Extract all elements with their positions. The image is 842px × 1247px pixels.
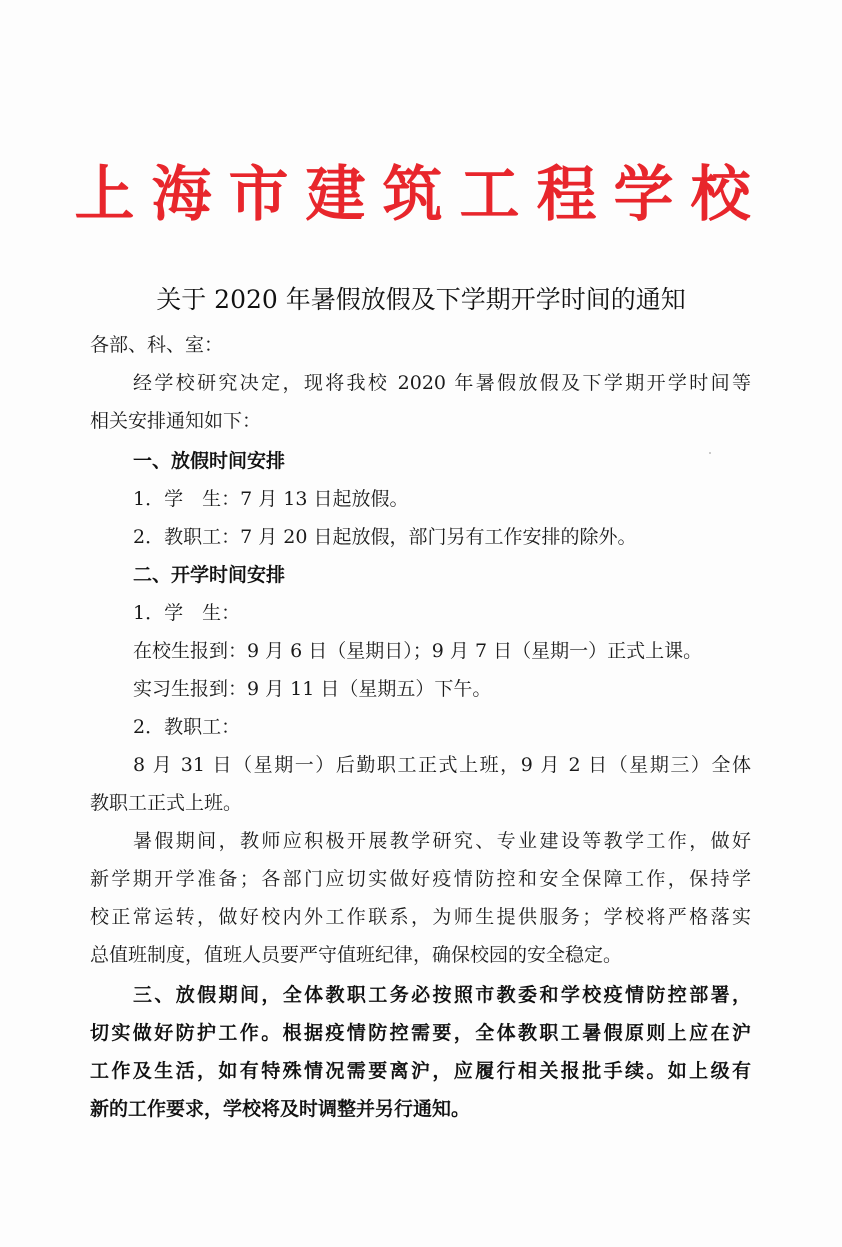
staff-line-1: 8 月 31 日（星期一）后勤职工正式上班，9 月 2 日（星期三）全体 xyxy=(133,754,751,776)
salutation: 各部、科、室： xyxy=(90,334,224,356)
notice-title: 关于 2020 年暑假放假及下学期开学时间的通知 xyxy=(156,285,686,314)
section-2-item-1: 1．学 生： xyxy=(133,602,241,624)
section-1-heading: 一、放假时间安排 xyxy=(133,450,286,472)
section-3-line-2: 切实做好防护工作。根据疫情防控需要，全体教职工暑假原则上应在沪 xyxy=(90,1022,751,1044)
section-1-item-2: 2．教职工：7 月 20 日起放假，部门另有工作安排的除外。 xyxy=(133,526,637,548)
section-3-line-1: 三、放假期间，全体教职工务必按照市教委和学校疫情防控部署， xyxy=(133,984,751,1006)
current-students-report: 在校生报到：9 月 6 日（星期日）；9 月 7 日（星期一）正式上课。 xyxy=(133,640,703,662)
section-3-line-4: 新的工作要求，学校将及时调整并另行通知。 xyxy=(90,1098,471,1120)
section-1-item-1: 1．学 生：7 月 13 日起放假。 xyxy=(133,488,409,510)
section-2-item-2: 2．教职工： xyxy=(133,716,241,738)
interns-report: 实习生报到：9 月 11 日（星期五）下午。 xyxy=(133,678,492,700)
intro-line-1: 经学校研究决定，现将我校 2020 年暑假放假及下学期开学时间等 xyxy=(133,372,751,394)
section-2-heading: 二、开学时间安排 xyxy=(133,564,286,586)
school-letterhead: 上海市建筑工程学校 xyxy=(74,160,768,230)
section-3-line-3: 工作及生活，如有特殊情况需要离沪，应履行相关报批手续。如上级有 xyxy=(90,1060,751,1082)
summer-line-4: 总值班制度，值班人员要严守值班纪律，确保校园的安全稳定。 xyxy=(90,944,623,966)
staff-line-2: 教职工正式上班。 xyxy=(90,792,243,814)
summer-line-1: 暑假期间，教师应积极开展教学研究、专业建设等教学工作，做好 xyxy=(133,830,751,852)
scan-speck xyxy=(709,452,711,454)
summer-line-2: 新学期开学准备；各部门应切实做好疫情防控和安全保障工作，保持学 xyxy=(90,868,751,890)
intro-line-2: 相关安排通知如下： xyxy=(90,410,262,432)
summer-line-3: 校正常运转，做好校内外工作联系，为师生提供服务；学校将严格落实 xyxy=(90,906,751,928)
